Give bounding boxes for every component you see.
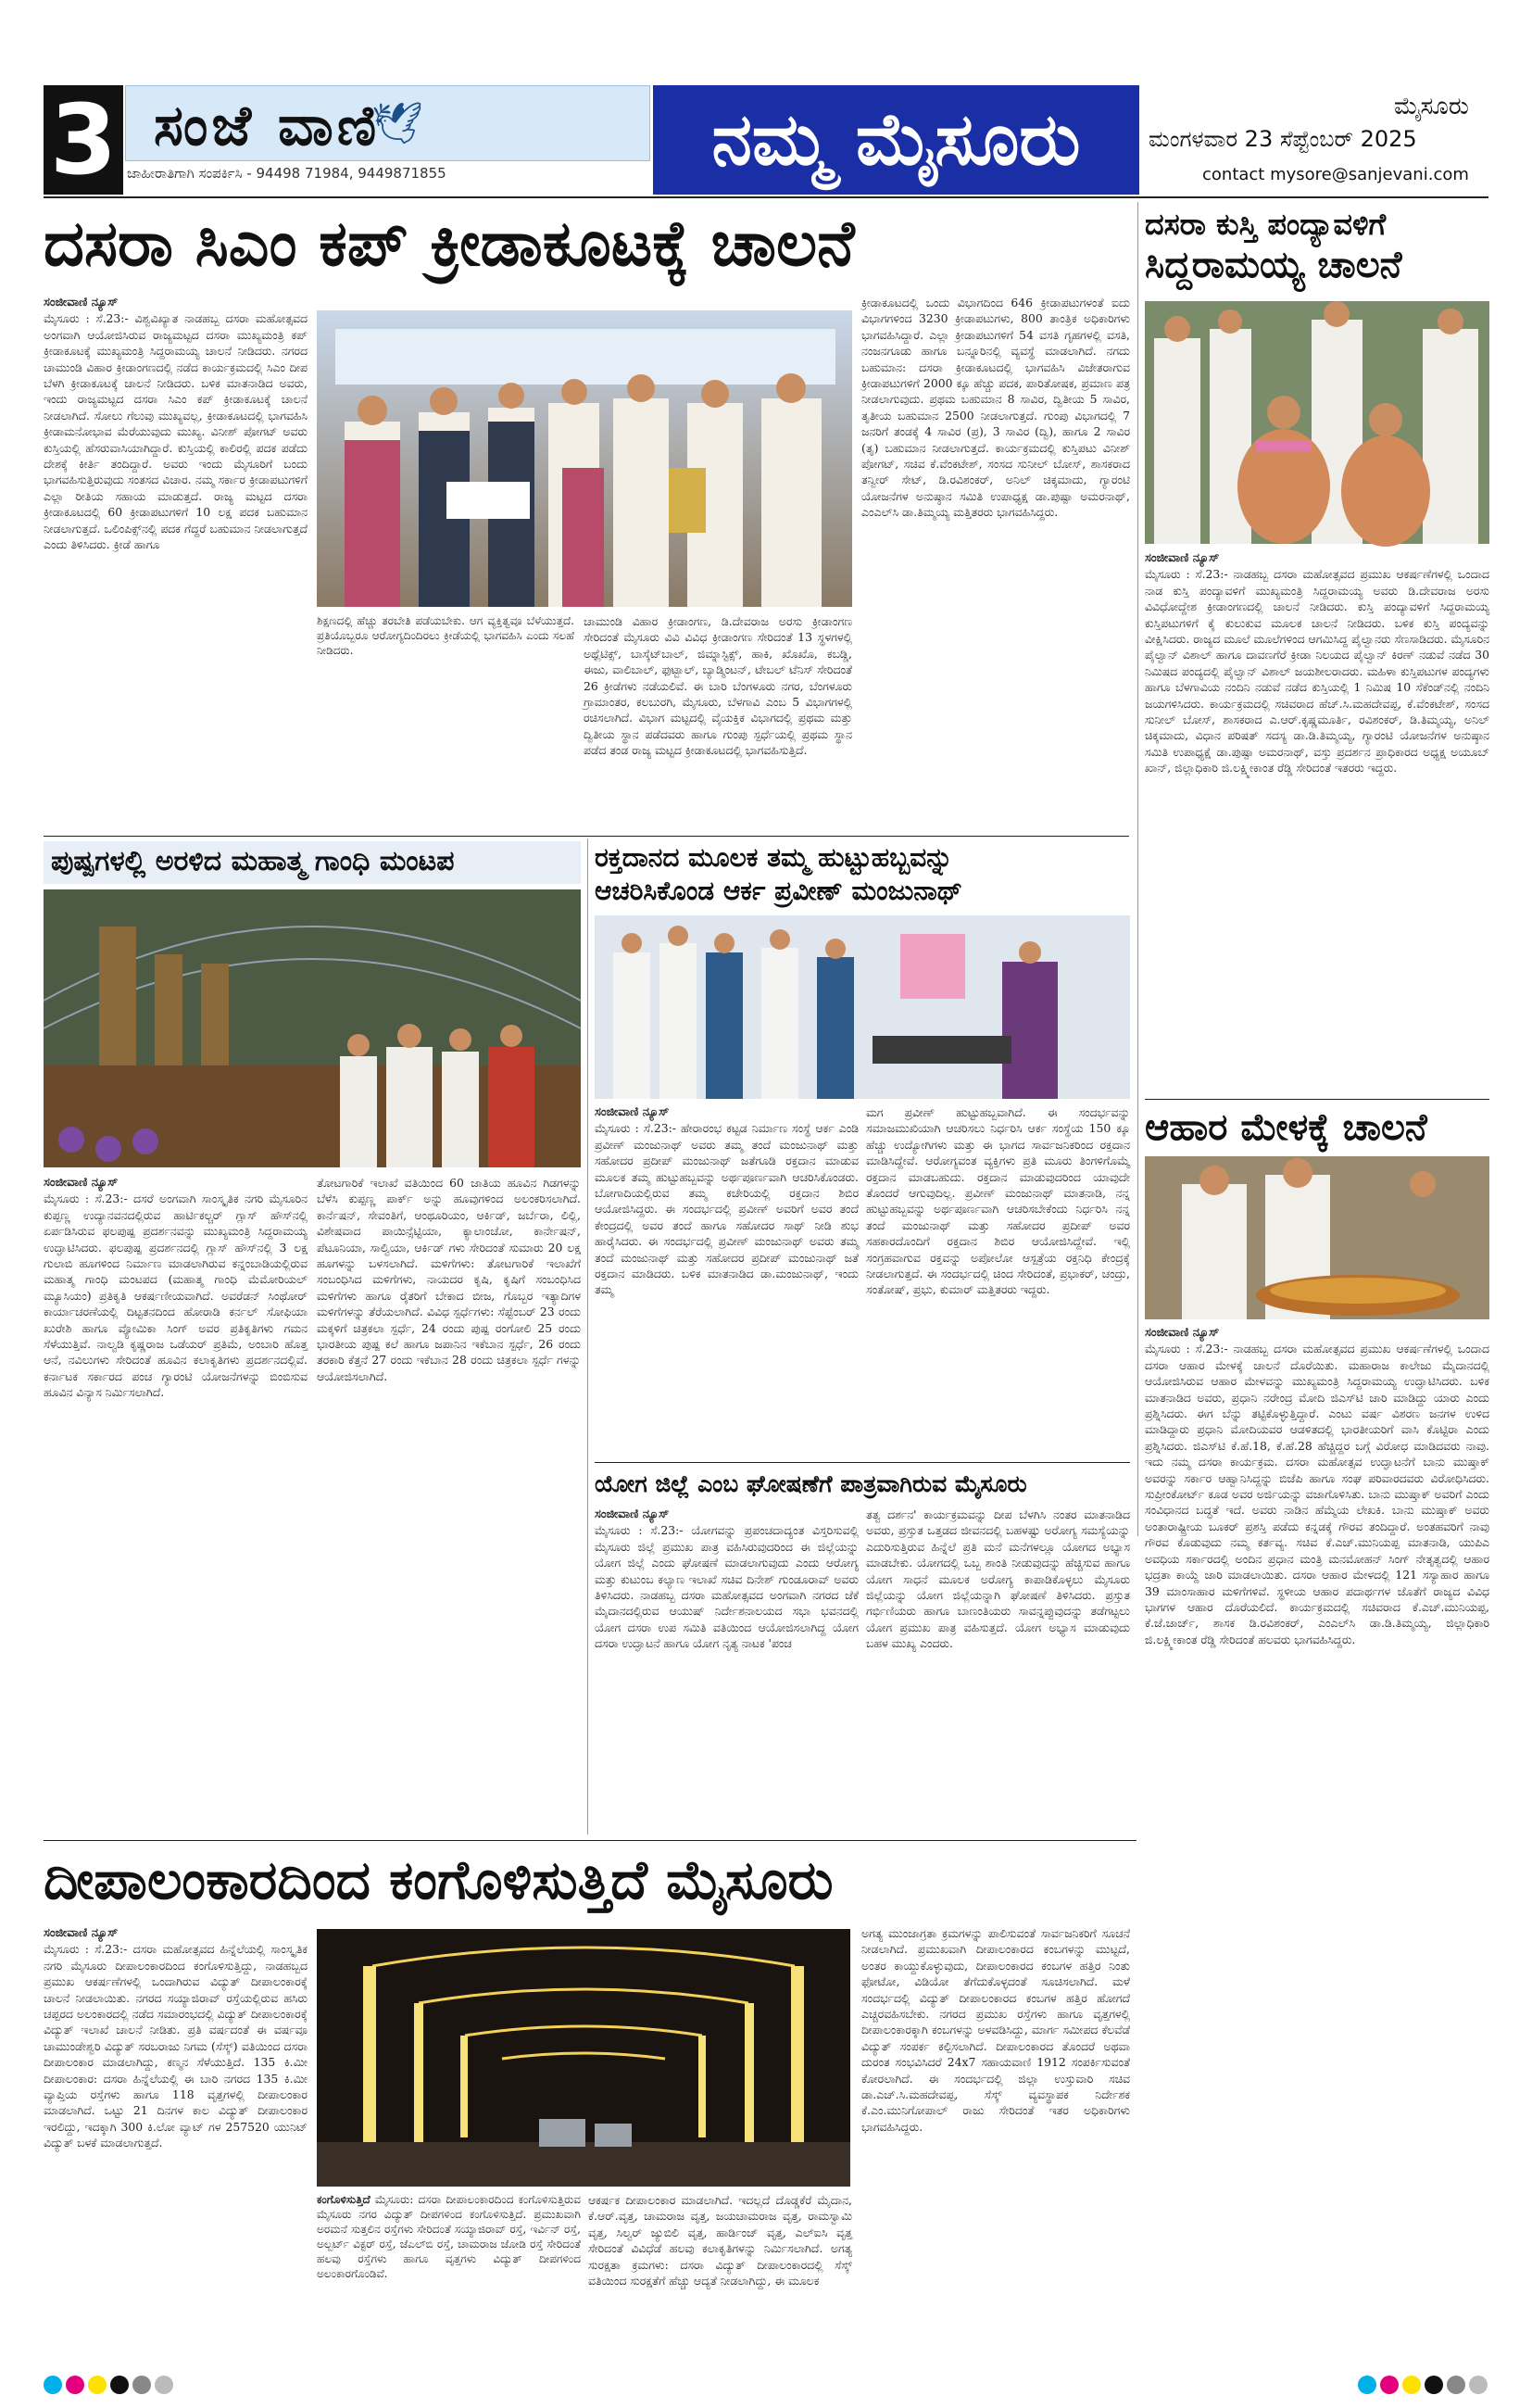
main-story-text-3: ಕ್ರೀಡಾಕೂಟದಲ್ಲಿ ಒಂದು ವಿಭಾಗದಿಂದ 646 ಕ್ರೀಡಾಪಟುಗಳಂತೆ ಐದು ವಿಭಾಗಗಳಿಂದ 3230 ಕ್ರೀಡಾಪಟುಗಳು, 800 ತಾಂತ್ರಿಕ ಅಧಿಕಾರಿಗಳು ಭಾಗವಹಿಸಿದ್ದಾರೆ. ಎಲ್ಲಾ ಕ್ರೀಡಾಪಟುಗಳಿಗೆ 54 ವಸತಿ ಗೃಹಗಳಲ್ಲಿ ವಸತಿ, ನಂಜನಗೂಡು ಹಾಗೂ ಬನ್ನೂರಿನಲ್ಲಿ ವ್ಯವಸ್ಥೆ ಮಾಡಲಾಗಿದೆ. ನಗದು ಬಹುಮಾನ: ದಸರಾ ಕ್ರೀಡಾಕೂಟದಲ್ಲಿ ಭಾಗವಹಿಸಿ ವಿಜೇತರಾಗುವ ಕ್ರೀಡಾಪಟುಗಳಿಗೆ 2000 ಕ್ಕೂ ಹೆಚ್ಚು ಪದಕ, ಪಾರಿತೋಷಕ, ಪ್ರಮಾಣ ಪತ್ರ ನೀಡಲಾಗುವುದು. ಪ್ರಥಮ ಬಹುಮಾನ 8 ಸಾವಿರ, ದ್ವಿತೀಯ 5 ಸಾವಿರ, ತೃತೀಯ ಬಹುಮಾನ 2500 ನೀಡಲಾಗುತ್ತದೆ. ಗುಂಪು ವಿಭಾಗದಲ್ಲಿ 7 ಜನರಿಗೆ ತಂಡಕ್ಕೆ 4 ಸಾವಿರ (ಪ್ರ), 3 ಸಾವಿರ (ದ್ವಿ), ಹಾಗೂ 2 ಸಾವಿರ (ತೃ) ಬಹುಮಾನ ನೀಡಲಾಗುತ್ತದೆ. ಕಾರ್ಯಕ್ರಮದಲ್ಲಿ ಕುಸ್ತಿಪಟು ವಿನೀಶ್ ಪೋಗಟ್, ಸಚಿವ ಕೆ.ವೆಂಕಟೇಶ್, ಸಂಸದ ಸುನೀಲ್ ಬೋಸ್, ಶಾಸಕರಾದ ತನ್ವೀರ್ ಸೇಟ್, ಡಿ.ರವಿಶಂಕರ್, ಅನಿಲ್ ಚಿಕ್ಕಮಾದು, ಗ್ಯಾರಂಟಿ ಯೋಜನೆಗಳ ಅನುಷ್ಠಾನ ಸಮಿತಿ ಉಪಾಧ್ಯಕ್ಷ ಡಾ.ಪುಷ್ಪಾ ಅಮರನಾಥ್, ಎಂಎಲ್‌ಸಿ ಡಾ.ತಿಮ್ಮಯ್ಯ ಮತ್ತಿತರರು ಭಾಗವಹಿಸಿದ್ದರು. bbox=[861, 296, 1130, 520]
wrestling-story bbox=[1145, 550, 1489, 1088]
lights-story-col4 bbox=[861, 1925, 1130, 2351]
food-fair-serving-photo bbox=[1145, 1156, 1489, 1319]
lights-text-1: ಮೈಸೂರು : ಸೆ.23:- ದಸರಾ ಮಹೋತ್ಸವದ ಹಿನ್ನೆಲೆಯಲ್ಲಿ ಸಾಂಸ್ಕೃತಿಕ ನಗರಿ ಮೈಸೂರು ದೀಪಾಲಂಕಾರದಿಂದ ಕಂಗೊಳಿಸುತ್ತಿದ್ದು, ನಾಡಹಬ್ಬದ ಪ್ರಮುಖ ಆಕರ್ಷಣೆಗಳಲ್ಲಿ ಒಂದಾಗಿರುವ ವಿದ್ಯುತ್ ದೀಪಾಲಂಕಾರಕ್ಕೆ ಚಾಲನೆ ನೀಡಲಾಯಿತು. ನಗರದ ಸಯ್ಯಾಜಿರಾವ್ ರಸ್ತೆಯಲ್ಲಿರುವ ಹಸಿರು ಚಪ್ಪರದ ಅಲಂಕಾರದಲ್ಲಿ ನಡೆದ ಸಮಾರಂಭದಲ್ಲಿ ವಿದ್ಯುತ್ ದೀಪಾಲಂಕಾರಕ್ಕೆ ವಿದ್ಯುತ್ ಇಲಾಖೆ ಚಾಲನೆ ನೀಡಿತು. ಪ್ರತಿ ವರ್ಷದಂತೆ ಈ ವರ್ಷವೂ ಚಾಮುಂಡೇಶ್ವರಿ ವಿದ್ಯುತ್ ಸರಬರಾಜು ನಿಗಮ (ಸೆಸ್ಕ್) ವತಿಯಿಂದ ದಸರಾ ದೀಪಾಲಂಕಾರ ಮಾಡಲಾಗಿದ್ದು, ಕಣ್ಮನ ಸೆಳೆಯುತ್ತಿದೆ. 135 ಕಿ.ಮೀ ದೀಪಾಲಂಕಾರ: ದಸರಾ ಹಿನ್ನೆಲೆಯಲ್ಲಿ ಈ ಬಾರಿ ನಗರದ 135 ಕಿ.ಮೀ ವ್ಯಾಪ್ತಿಯ ರಸ್ತೆಗಳು ಹಾಗೂ 118 ವೃತ್ತಗಳಲ್ಲಿ ದೀಪಾಲಂಕಾರ ಮಾಡಲಾಗಿದೆ. ಒಟ್ಟು 21 ದಿನಗಳ ಕಾಲ ವಿದ್ಯುತ್ ದೀಪಾಲಂಕಾರ ಇರಲಿದ್ದು, ಇದಕ್ಕಾಗಿ 300 ಕಿ.ಲೋ ವ್ಯಾಟ್ ಗಳ 257520 ಯುನಿಟ್ ವಿದ್ಯುತ್ ಬಳಕೆ ಮಾಡಲಾಗುತ್ತದೆ. bbox=[44, 1942, 308, 2150]
main-story-col1 bbox=[44, 295, 308, 832]
blood-headline bbox=[595, 841, 1132, 908]
gandhi-story-col1 bbox=[44, 1175, 308, 1833]
paper-logo: ಸಂಜೆ ವಾಣಿ bbox=[154, 94, 381, 158]
yoga-story-col1 bbox=[595, 1507, 859, 1834]
column-divider bbox=[1137, 202, 1138, 1536]
page-number: 3 bbox=[44, 85, 123, 195]
main-story-col2 bbox=[584, 613, 852, 832]
divider bbox=[1145, 1099, 1489, 1100]
yoga-headline: ಯೋಗ ಜಿಲ್ಲೆ ಎಂಬ ಘೋಷಣೆಗೆ ಪಾತ್ರವಾಗಿರುವ ಮೈಸೂರು bbox=[595, 1470, 1027, 1497]
blood-headline-1: ರಕ್ತದಾನದ ಮೂಲಕ ತಮ್ಮ ಹುಟ್ಟುಹಬ್ಬವನ್ನು bbox=[595, 842, 953, 873]
edition-date: ಮಂಗಳವಾರ 23 ಸೆಪ್ಟೆಂಬರ್ 2025 bbox=[1149, 126, 1417, 152]
wrestling-text: ಮೈಸೂರು : ಸೆ.23:- ನಾಡಹಬ್ಬ ದಸರಾ ಮಹೋತ್ಸವದ ಪ್ರಮುಖ ಆಕರ್ಷಣೆಗಳಲ್ಲಿ ಒಂದಾದ ನಾಡ ಕುಸ್ತಿ ಪಂದ್ಯಾವಳಿಗೆ ಮುಖ್ಯಮಂತ್ರಿ ಸಿದ್ದರಾಮಯ್ಯ ಅವರು ಡಿ.ದೇವರಾಜ ಅರಸು ವಿವಿಧೋದ್ದೇಶ ಕ್ರೀಡಾಂಗಣದಲ್ಲಿ ಚಾಲನೆ ನೀಡಿದರು. ಕುಸ್ತಿ ಪಂದ್ಯಾವಳಿಗೆ ಸಿದ್ದರಾಮಯ್ಯ ಕುಸ್ತಿಪಟುಗಳಿಗೆ ಕೈ ಕುಲುಕುವ ಮೂಲಕ ಚಾಲನೆ ನೀಡಿದರು. ಬಳಿಕ ಕುಸ್ತಿ ಪಂದ್ಯವನ್ನು ವೀಕ್ಷಿಸಿದರು. ರಾಜ್ಯದ ಮೂಲೆ ಮೂಲೆಗಳಿಂದ ಆಗಮಿಸಿದ್ದ ಪೈಲ್ವಾನರು ಸೆಣಸಾಡಿದರು. ಮೈಸೂರಿನ ಪೈಲ್ವಾನ್ ವಿಶಾಲ್ ಹಾಗೂ ದಾವಣಗೆರೆ ಕ್ರೀಡಾ ನಿಲಯದ ಪೈಲ್ವಾನ್ ಕಿರಣ್ ನಡುವೆ ನಡೆದ 30 ನಿಮಿಷದ ಪಂದ್ಯದಲ್ಲಿ ಪೈಲ್ವಾನ್ ವಿಶಾಲ್ ಜಯಶೀಲರಾದರು. ಮಹಿಳಾ ಕುಸ್ತಿಪಟುಗಳ ಪಂದ್ಯಗಳು ಹಾಗೂ ಬೆಳಗಾವಿಯ ನಂದಿನಿ ನಡುವೆ ನಡೆದ ಕುಸ್ತಿಯಲ್ಲಿ 1 ನಿಮಿಷ 10 ಸೆಕೆಂಡ್‌ನಲ್ಲಿ ನಂದಿನಿ ಜಯಗಳಿಸಿದರು. ಕಾರ್ಯಕ್ರಮದಲ್ಲಿ ಸಚಿವರಾದ ಹೆಚ್.ಸಿ.ಮಹದೇವಪ್ಪ, ಕೆ.ವೆಂಕಟೇಶ್, ಸಂಸದ ಸುನೀಲ್ ಬೋಸ್, ಶಾಸಕರಾದ ಎ.ಆರ್.ಕೃಷ್ಣಮೂರ್ತಿ, ರವಿಶಂಕರ್, ಡಿ.ತಿಮ್ಮಯ್ಯ, ಅನಿಲ್ ಚಿಕ್ಕಮಾದು, ವಿಧಾನ ಪರಿಷತ್ ಸದಸ್ಯ ಡಾ.ಡಿ.ತಿಮ್ಮಯ್ಯ, ಗ್ಯಾರಂಟಿ ಯೋಜನೆಗಳ ಅನುಷ್ಠಾನ ಸಮಿತಿ ಉಪಾಧ್ಯಕ್ಷೆ ಡಾ.ಪುಷ್ಪಾ ಅಮರನಾಥ್, ವಸ್ತು ಪ್ರದರ್ಶನ ಪ್ರಾಧಿಕಾರದ ಅಧ್ಯಕ್ಷ ಅಯೂಬ್ ಖಾನ್, ಜಿಲ್ಲಾಧಿಕಾರಿ ಜಿ.ಲಕ್ಷ್ಮೀಕಾಂತ ರೆಡ್ಡಿ ಸೇರಿದಂತೆ ಇತರರು ಇದ್ದರು. bbox=[1145, 567, 1489, 775]
wrestling-headline-2: ಸಿದ್ದರಾಮಯ್ಯ ಚಾಲನೆ bbox=[1145, 244, 1402, 286]
lights-text-3: ಆಕರ್ಷಕ ದೀಪಾಲಂಕಾರ ಮಾಡಲಾಗಿದೆ. ಇದಲ್ಲದೆ ದೊಡ್ಡಕೆರೆ ಮೈದಾನ, ಕೆ.ಆರ್.ವೃತ್ತ, ಚಾಮರಾಜ ವೃತ್ತ, ಜಯಚಾಮರಾಜ ವೃತ್ತ, ರಾಮಸ್ವಾಮಿ ವೃತ್ತ, ಸಿಲ್ವರ್ ಜ್ಯುಬಿಲಿ ವೃತ್ತ, ಹಾರ್ಡಿಂಜ್ ವೃತ್ತ, ಎಲ್‌ಐಸಿ ವೃತ್ತ ಸೇರಿದಂತೆ ವಿವಿಧೆಡೆ ಹಲವು ಕಲಾಕೃತಿಗಳನ್ನು ನಿರ್ಮಿಸಲಾಗಿದೆ. ಅಗತ್ಯ ಸುರಕ್ಷತಾ ಕ್ರಮಗಳು: ದಸರಾ ವಿದ್ಯುತ್ ದೀಪಾಲಂಕಾರದಲ್ಲಿ ಸೆಸ್ಕ್ ವತಿಯಿಂದ ಸುರಕ್ಷತೆಗೆ ಹೆಚ್ಚು ಆದ್ಯತೆ ನೀಡಲಾಗಿದ್ದು, ಈ ಮೂಲಕ bbox=[588, 2193, 852, 2288]
dove-icon: 🕊 bbox=[371, 100, 423, 147]
main-story-text-1: ಮೈಸೂರು : ಸೆ.23:- ವಿಶ್ವವಿಖ್ಯಾತ ನಾಡಹಬ್ಬ ದಸರಾ ಮಹೋತ್ಸವದ ಅಂಗವಾಗಿ ಆಯೋಜಿಸಿರುವ ರಾಜ್ಯಮಟ್ಟದ ದಸರಾ ಮುಖ್ಯಮಂತ್ರಿ ಕಪ್ ಕ್ರೀಡಾಕೂಟಕ್ಕೆ ಮುಖ್ಯಮಂತ್ರಿ ಸಿದ್ದರಾಮಯ್ಯ ಚಾಲನೆ ನೀಡಿದರು. ನಗರದ ಚಾಮುಂಡಿ ವಿಹಾರ ಕ್ರೀಡಾಂಗಣದಲ್ಲಿ ನಡೆದ ಕಾರ್ಯಕ್ರಮದಲ್ಲಿ ಸಿಎಂ ದೀಪ ಬೆಳಗಿ ಕ್ರೀಡಾಕೂಟಕ್ಕೆ ಚಾಲನೆ ನೀಡಿದರು. ಬಳಿಕ ಮಾತನಾಡಿದ ಅವರು, ಇಂದು ರಾಜ್ಯಮಟ್ಟದ ದಸರಾ ಸಿಎಂ ಕಪ್ ಕ್ರೀಡಾಕೂಟಕ್ಕೆ ಚಾಲನೆ ನೀಡಲಾಗಿದೆ. ಸೋಲು ಗೆಲುವು ಮುಖ್ಯವಲ್ಲ, ಕ್ರೀಡಾಕೂಟದಲ್ಲಿ ಭಾಗವಹಿಸಿ ಕ್ರೀಡಾಮನೋಭಾವ ಮೆರೆಯುವುದು ಮುಖ್ಯ. ವಿನೀಶ್ ಪೋಗಟ್ ಅವರು ಕುಸ್ತಿಯಲ್ಲಿ ಹೆಸರುವಾಸಿಯಾಗಿದ್ದಾರೆ. ಕುಸ್ತಿಯಲ್ಲಿ ಕಾಲಿರಲ್ಲಿ ಪದಕ ಪಡೆದು ದೇಶಕ್ಕೆ ಕೀರ್ತಿ ತಂದಿದ್ದಾರೆ. ಅವರು ಇಂದು ಮೈಸೂರಿಗೆ ಬಂದು ಭಾಗವಹಿಸುತ್ತಿರುವುದು ಸಂತಸದ ವಿಚಾರ. ನಮ್ಮ ಸರ್ಕಾರ ಕ್ರೀಡಾಪಟುಗಳಿಗೆ ಎಲ್ಲಾ ರೀತಿಯ ಸಹಾಯ ಮಾಡುತ್ತದೆ. ರಾಜ್ಯ ಮಟ್ಟದ ದಸರಾ ಕ್ರೀಡಾಕೂಟದಲ್ಲಿ 60 ಕ್ರೀಡಾಪಟುಗಳಿಗೆ 10 ಲಕ್ಷ ಪದಕ ಬಹುಮಾನ ನೀಡಲಾಗುತ್ತದೆ. ಒಲಿಂಪಿಕ್ಸ್‌ನಲ್ಲಿ ಪದಕ ಗೆದ್ದರೆ ಬಹುಮಾನ ನೀಡಲಾಗುತ್ತದೆ ಎಂದು ತಿಳಿಸಿದರು. ಕ್ರೀಡೆ ಹಾಗೂ bbox=[44, 311, 308, 552]
blood-text-1: ಮೈಸೂರು : ಸೆ.23:- ಹೇರಾರಂಭ ಕಟ್ಟಡ ನಿರ್ಮಾಣ ಸಂಸ್ಥೆ ಆರ್ಕ ಎಂಡಿ ಪ್ರವೀಣ್ ಮಂಜುನಾಥ್ ಅವರು ತಮ್ಮ ತಂದೆ ಮಂಜುನಾಥ್ ಮತ್ತು ಸಹೋದರ ಪ್ರದೀಪ್ ಮಂಜುನಾಥ್ ಜತೆಗೂಡಿ ರಕ್ತದಾನ ಮಾಡುವ ಮೂಲಕ ತಮ್ಮ ಹುಟ್ಟುಹಬ್ಬವನ್ನು ಅರ್ಥಪೂರ್ಣವಾಗಿ ಆಚರಿಸಿಕೊಂಡರು. ಬೋಗಾದಿಯಲ್ಲಿರುವ ತಮ್ಮ ಕಚೇರಿಯಲ್ಲಿ ರಕ್ತದಾನ ಶಿಬಿರ ಆಯೋಜಿಸಿದ್ದರು. ಈ ಸಂದರ್ಭದಲ್ಲಿ ಪ್ರವೀಣ್ ಅವರಿಗೆ ಅವರ ತಂದೆ ಕೇಂದ್ರದಲ್ಲಿ ಅವರ ತಂದೆ ಹಾಗೂ ಸಹೋದರ ಸಾಥ್ ನೀಡಿ ಶುಭ ಹಾರೈಸಿದರು. ಈ ಸಂದರ್ಭದಲ್ಲಿ ಪ್ರವೀಣ್ ಮಂಜುನಾಥ್ ಅವರು ತಮ್ಮ ತಂದೆ ಮಂಜುನಾಥ್ ಮತ್ತು ಸಹೋದರ ಪ್ರದೀಪ್ ಮಂಜುನಾಥ್ ಜತೆ ರಕ್ತದಾನ ಮಾಡಿದರು. ಬಳಿಕ ಮಾತನಾಡಿದ ಡಾ.ಮಂಜುನಾಥ್, ಇಂದು ತಮ್ಮ bbox=[595, 1121, 859, 1297]
wrestling-crowd-photo bbox=[1145, 301, 1489, 544]
main-photo-caption: ಶಿಕ್ಷಣದಲ್ಲಿ ಹೆಚ್ಚು ತರಬೇತಿ ಪಡೆಯಬೇಕು. ಆಗ ವ್ಯಕ್ತಿತ್ವವೂ ಬೆಳೆಯುತ್ತದೆ. ಪ್ರತಿಯೊಬ್ಬರೂ ಆರೋಗ್ಯದಿಂದಿರಲು ಕ್ರೀಡೆಯಲ್ಲಿ ಭಾಗವಹಿಸಿ ಎಂದು ಸಲಹೆ ನೀಡಿದರು. bbox=[317, 614, 574, 657]
blood-headline-2: ಆಚರಿಸಿಕೊಂಡ ಆರ್ಕ ಪ್ರವೀಣ್ ಮಂಜುನಾಥ್ bbox=[595, 876, 962, 906]
lights-photo bbox=[317, 1929, 850, 2187]
food-fair-story bbox=[1145, 1325, 1489, 2390]
byline: ಸಂಜೀವಾಣಿ ನ್ಯೂಸ್ bbox=[595, 1105, 670, 1119]
masthead bbox=[125, 85, 650, 161]
lights-photo-caption bbox=[317, 2192, 581, 2280]
gandhi-headline: ಪುಷ್ಪಗಳಲ್ಲಿ ಅರಳಿದ ಮಹಾತ್ಮ ಗಾಂಧಿ ಮಂಟಪ bbox=[44, 841, 581, 884]
blood-story-col2 bbox=[866, 1104, 1130, 1456]
blood-donation-camp-photo bbox=[595, 915, 1130, 1099]
wrestling-photo bbox=[1145, 301, 1489, 544]
food-fair-photo bbox=[1145, 1156, 1489, 1319]
blood-text-2: ಮಗ ಪ್ರವೀಣ್ ಹುಟ್ಟುಹಬ್ಬವಾಗಿದೆ. ಈ ಸಂದರ್ಭವನ್ನು ಸಮಾಜಮುಖಿಯಾಗಿ ಆಚರಿಸಲು ನಿರ್ಧರಿಸಿ ಆರ್ಕ ಸಂಸ್ಥೆಯ 150 ಕ್ಕೂ ಹೆಚ್ಚು ಉದ್ಯೋಗಿಗಳು ಮತ್ತು ಈ ಭಾಗದ ಸಾರ್ವಜನಿಕರಿಂದ ರಕ್ತದಾನ ಮಾಡಿಸಿದ್ದೇವೆ. ಆರೋಗ್ಯವಂತ ವ್ಯಕ್ತಿಗಳು ಪ್ರತಿ ಮೂರು ತಿಂಗಳಿಗೊಮ್ಮೆ ರಕ್ತದಾನ ಮಾಡಬಹುದು. ರಕ್ತದಾನ ಮಾಡುವುದರಿಂದ ಯಾವುದೇ ತೊಂದರೆ ಆಗುವುದಿಲ್ಲ. ಪ್ರವೀಣ್ ಮಂಜುನಾಥ್ ಮಾತನಾಡಿ, ನನ್ನ ಹುಟ್ಟುಹಬ್ಬವನ್ನು ಅರ್ಥಪೂರ್ಣವಾಗಿ ಆಚರಿಸಬೇಕೆಂದು ನಿರ್ಧರಿಸಿ ನನ್ನ ತಂದೆ ಮಂಜುನಾಥ್ ಮತ್ತು ಸಹೋದರ ಪ್ರದೀಪ್ ಅವರ ಸಹಕಾರದೊಂದಿಗೆ ರಕ್ತದಾನ ಶಿಬಿರ ಆಯೋಜಿಸಿದ್ದೇವೆ. ಇಲ್ಲಿ ಸಂಗ್ರಹವಾಗುವ ರಕ್ತವನ್ನು ಅಪೋಲೋ ಆಸ್ಪತ್ರೆಯ ರಕ್ತನಿಧಿ ಕೇಂದ್ರಕ್ಕೆ ನೀಡಲಾಗುತ್ತದೆ. ಈ ಸಂದರ್ಭದಲ್ಲಿ ಚಿಂದ ಸೇರಿದಂತೆ, ಪ್ರಭಾಕರ್, ಚಂದ್ರು, ಸಂತೋಷ್, ಪ್ರಭು, ಕುಮಾರ್ ಮತ್ತಿತರರು ಇದ್ದರು. bbox=[866, 1105, 1130, 1297]
registration-marks-left bbox=[44, 2376, 177, 2398]
ad-contact-tagline: ಜಾಹೀರಾತಿಗಾಗಿ ಸಂಪರ್ಕಿಸಿ - 94498 71984, 9449871855 bbox=[127, 165, 446, 182]
blood-story-col1 bbox=[595, 1104, 859, 1456]
byline: ಸಂಜೀವಾಣಿ ನ್ಯೂಸ್ bbox=[44, 1926, 119, 1940]
column-divider bbox=[587, 838, 588, 1834]
caption-text: ಮೈಸೂರು: ದಸರಾ ದೀಪಾಲಂಕಾರದಿಂದ ಕಂಗೊಳಿಸುತ್ತಿರುವ ಮೈಸೂರು ನಗರ ವಿದ್ಯುತ್ ದೀಪಗಳಿಂದ ಕಂಗೊಳಿಸುತ್ತಿದೆ. ಪ್ರಮುಖವಾಗಿ ಅರಮನೆ ಸುತ್ತಲಿನ ರಸ್ತೆಗಳು ಸೇರಿದಂತೆ ಸಯ್ಯಾಜಿರಾವ್ ರಸ್ತೆ, ಇರ್ವಿನ್ ರಸ್ತೆ, ಅಲ್ಬರ್ಟ್ ವಿಕ್ಟರ್ ರಸ್ತೆ, ಜೆಎಲ್‌ಬಿ ರಸ್ತೆ, ಚಾಮರಾಜ ಜೋಡಿ ರಸ್ತೆ ಸೇರಿದಂತೆ ಹಲವು ರಸ್ತೆಗಳು ಹಾಗೂ ವೃತ್ತಗಳು ವಿದ್ಯುತ್ ದೀಪಗಳಿಂದ ಅಲಂಕಾರಗೊಂಡಿವೆ. bbox=[317, 2193, 581, 2280]
lights-story-col3 bbox=[588, 2192, 852, 2351]
edition-city: ಮೈಸೂರು bbox=[1394, 93, 1469, 120]
gandhi-mantap-flower-photo bbox=[44, 889, 581, 1167]
main-story-photo bbox=[317, 310, 852, 607]
lights-story-col1 bbox=[44, 1925, 308, 2351]
byline: ಸಂಜೀವಾಣಿ ನ್ಯೂಸ್ bbox=[1145, 551, 1220, 565]
divider bbox=[44, 836, 1129, 837]
lights-text-4: ಅಗತ್ಯ ಮುಂಜಾಗ್ರತಾ ಕ್ರಮಗಳನ್ನು ಪಾಲಿಸುವಂತೆ ಸಾರ್ವಜನಿಕರಿಗೆ ಸೂಚನೆ ನೀಡಲಾಗಿದೆ. ಪ್ರಮುಖವಾಗಿ ದೀಪಾಲಂಕಾರದ ಕಂಬಗಳನ್ನು ಮುಟ್ಟದೆ, ಅಂತರ ಕಾಯ್ದುಕೊಳ್ಳುವುದು, ದೀಪಾಲಂಕಾರದ ಕಂಬಗಳ ಹತ್ತಿರ ನಿಂತು ಫೋಟೋ, ವಿಡಿಯೋ ತೆಗೆದುಕೊಳ್ಳದಂತೆ ಸೂಚಿಸಲಾಗಿದೆ. ಮಳೆ ಸಂದರ್ಭದಲ್ಲಿ ವಿದ್ಯುತ್ ದೀಪಾಲಂಕಾರದ ಕಂಬಗಳ ಹತ್ತಿರ ಹೋಗದೆ ಎಚ್ಚರವಹಿಸಬೇಕು. ನಗರದ ಪ್ರಮುಖ ರಸ್ತೆಗಳು ಹಾಗೂ ವೃತ್ತಗಳಲ್ಲಿ ದೀಪಾಲಂಕಾರಕ್ಕಾಗಿ ಕಂಬಗಳನ್ನು ಅಳವಡಿಸಿದ್ದು, ಮಾರ್ಗ ಸಮೀಪದ ಕೆಲವೆಡೆ ವಿದ್ಯುತ್ ಸಂಪರ್ಕ ಕಲ್ಪಿಸಲಾಗಿದೆ. ದೀಪಾಲಂಕಾರದ ತೊಂದರೆ ಅಥವಾ ದುರಂತ ಸಂಭವಿಸಿದರೆ 24x7 ಸಹಾಯವಾಣಿ 1912 ಸಂಪರ್ಕಿಸುವಂತೆ ಕೋರಲಾಗಿದೆ. ಈ ಸಂದರ್ಭದಲ್ಲಿ ಜಿಲ್ಲಾ ಉಸ್ತುವಾರಿ ಸಚಿವ ಡಾ.ಎಚ್.ಸಿ.ಮಹದೇವಪ್ಪ, ಸೆಸ್ಕ್ ವ್ಯವಸ್ಥಾಪಕ ನಿರ್ದೇಶಕ ಕೆ.ಎಂ.ಮುನಿಗೋಪಾಲ್ ರಾಜು ಸೇರಿದಂತೆ ಇತರ ಅಧಿಕಾರಿಗಳು ಭಾಗವಹಿಸಿದ್ದರು. bbox=[861, 1926, 1130, 2134]
byline: ಸಂಜೀವಾಣಿ ನ್ಯೂಸ್ bbox=[44, 1176, 119, 1190]
food-fair-headline: ಆಹಾರ ಮೇಳಕ್ಕೆ ಚಾಲನೆ bbox=[1145, 1106, 1427, 1149]
yoga-text-2: ತತ್ವ ದರ್ಶನ' ಕಾರ್ಯಕ್ರಮವನ್ನು ದೀಪ ಬೆಳಗಿಸಿ ನಂತರ ಮಾತನಾಡಿದ ಅವರು, ಪ್ರಸ್ತುತ ಒತ್ತಡದ ಜೀವನದಲ್ಲಿ ಬಹಳಷ್ಟು ಅರೋಗ್ಯ ಸಮಸ್ಯೆಯನ್ನು ಎದುರಿಸುತ್ತಿರುವ ಹಿನ್ನೆಲೆ ಪ್ರತಿ ಮನೆ ಮನೆಗಳಲ್ಲೂ ಯೋಗದ ಅಭ್ಯಾಸ ಮಾಡಬೇಕು. ಯೋಗದಲ್ಲಿ ಒಬ್ಬ ಶಾಂತಿ ನೀಡುವುದನ್ನು ಹೆಚ್ಚಿಸುವ ಹಾಗೂ ಯೋಗ ಸಾಧನೆ ಮೂಲಕ ಅರೋಗ್ಯ ಕಾಪಾಡಿಕೊಳ್ಳಲು ಮೈಸೂರು ಜಿಲ್ಲೆಯನ್ನು ಯೋಗ ಜಿಲ್ಲೆಯನ್ನಾಗಿ ಘೋಷಣೆ ತಿಳಿಸಿದರು. ಪ್ರಸ್ತುತ ಗರ್ಭಿಣಿಯರು ಹಾಗೂ ಬಾಣಂತಿಯರು ಸಾವನ್ನಪ್ಪುವುದನ್ನು ತಡೆಗಟ್ಟಲು ಯೋಗ ಪ್ರಮುಖ ಪಾತ್ರ ವಹಿಸುತ್ತದೆ. ಯೋಗ ಅಭ್ಯಾಸ ಮಾಡುವುದು ಬಹಳ ಮುಖ್ಯ ಎಂದರು. bbox=[866, 1507, 1130, 1651]
contact-email[interactable]: contact mysore@sanjevani.com bbox=[1202, 165, 1469, 184]
cm-cup-ceremony-photo bbox=[317, 310, 852, 607]
main-story-col3 bbox=[861, 295, 1130, 832]
wrestling-headline bbox=[1145, 206, 1489, 287]
illuminated-street-photo bbox=[317, 1929, 850, 2187]
byline: ಸಂಜೀವಾಣಿ ನ್ಯೂಸ್ bbox=[44, 296, 119, 309]
wrestling-headline-1: ದಸರಾ ಕುಸ್ತಿ ಪಂದ್ಯಾವಳಿಗೆ bbox=[1145, 207, 1387, 242]
gandhi-text-1: ಮೈಸೂರು : ಸೆ.23:- ದಸರೆ ಅಂಗವಾಗಿ ಸಾಂಸ್ಕೃತಿಕ ನಗರಿ ಮೈಸೂರಿನ ಕುಪ್ಪಣ್ಣ ಉದ್ಯಾನವನದಲ್ಲಿರುವ ಹಾರ್ಟಿಕಲ್ಚರ್ ಗ್ಲಾಸ್ ಹೌಸ್‌ನಲ್ಲಿ ಏರ್ಪಡಿಸಿರುವ ಫಲಪುಷ್ಪ ಪ್ರದರ್ಶನವನ್ನು ಮುಖ್ಯಮಂತ್ರಿ ಸಿದ್ದರಾಮಯ್ಯ ಉದ್ಘಾಟಿಸಿದರು. ಫಲಪುಷ್ಪ ಪ್ರದರ್ಶನದಲ್ಲಿ ಗ್ಲಾಸ್ ಹೌಸ್‌ನಲ್ಲಿ 3 ಲಕ್ಷ ಗುಲಾಬಿ ಹೂಗಳಿಂದ ನಿರ್ಮಾಣ ಮಾಡಲಾಗಿರುವ ಕನ್ನಂಬಾಡಿಯಲ್ಲಿರುವ ಮಹಾತ್ಮ ಗಾಂಧಿ ಮಂಟಪದ (ಮಹಾತ್ಮ ಗಾಂಧಿ ಮೆಮೋರಿಯಲ್ ಮ್ಯೂಸಿಯಂ) ಪ್ರತಿಕೃತಿ ಆಕರ್ಷಣೀಯವಾಗಿದೆ. ಅವರೆಡನ್ ಸಿಂಥೋರ್ ಕಾರ್ಯಾಚರಣೆಯಲ್ಲಿ ದಿಟ್ಟತನದಿಂದ ಹೋರಾಡಿ ಕರ್ನಲ್ ಸೋಫಿಯಾ ಖುರೇಶಿ ಹಾಗೂ ವ್ಯೋಮಿಕಾ ಸಿಂಗ್ ಅವರ ಪ್ರತಿಕೃತಿಗಳು ಗಮನ ಸೆಳೆಯುತ್ತಿವೆ. ನಾಲ್ವಡಿ ಕೃಷ್ಣರಾಜ ಒಡೆಯರ್ ಪ್ರತಿಮೆ, ಅಂಬಾರಿ ಹೊತ್ತ ಆನೆ, ನವಿಲುಗಳು ಸೇರಿದಂತೆ ಹೂವಿನ ಕಲಾಕೃತಿಗಳು ಪ್ರದರ್ಶನದಲ್ಲಿವೆ. ಕರ್ನಾಟಕ ಸರ್ಕಾರದ ಪಂಚ ಗ್ಯಾರಂಟಿ ಯೋಜನೆಗಳನ್ನು ಬಿಂಬಿಸುವ ಹೂವಿನ ವಿನ್ಯಾಸ ನಿರ್ಮಿಸಲಾಗಿದೆ. bbox=[44, 1191, 308, 1400]
byline: ಸಂಜೀವಾಣಿ ನ್ಯೂಸ್ bbox=[595, 1507, 670, 1521]
caption-title: ಕಂಗೊಳಿಸುತ್ತಿದೆ bbox=[317, 2193, 370, 2206]
main-headline: ದಸರಾ ಸಿಎಂ ಕಪ್ ಕ್ರೀಡಾಕೂಟಕ್ಕೆ ಚಾಲನೆ bbox=[44, 208, 855, 281]
divider bbox=[44, 1840, 1136, 1841]
header-rule bbox=[44, 196, 1488, 198]
divider bbox=[595, 1462, 1130, 1463]
byline: ಸಂಜೀವಾಣಿ ನ್ಯೂಸ್ bbox=[1145, 1326, 1220, 1340]
gandhi-text-2: ತೋಟಗಾರಿಕೆ ಇಲಾಖೆ ವತಿಯಿಂದ 60 ಜಾತಿಯ ಹೂವಿನ ಗಿಡಗಳನ್ನು ಬೆಳೆಸಿ ಕುಪ್ಪಣ್ಣ ಪಾರ್ಕ್ ಅನ್ನು ಹೂವುಗಳಿಂದ ಅಲಂಕರಿಸಲಾಗಿದೆ. ಕಾರ್ನೆಷನ್, ಸೇವಂತಿಗೆ, ಆಂಥೂರಿಯಂ, ಆರ್ಕಿಡ್, ಜರ್ಬೆರಾ, ಲಿಲ್ಲಿ, ವಿಶೇಷವಾದ ಪಾಯಿನ್ಸೆಟ್ಟಿಯಾ, ಕ್ಯಾಲಾಂಚೋ, ಕಾರ್ನೇಷನ್, ಪೆಟೂನಿಯಾ, ಸಾಲ್ವಿಯಾ, ಆರ್ಕಿಡ್ ಗಳು ಸೇರಿದಂತೆ ಸುಮಾರು 20 ಲಕ್ಷ ಹೂಗಳನ್ನು ಬಳಸಲಾಗಿದೆ. ಮಳಿಗೆಗಳು: ತೋಟಗಾರಿಕೆ ಇಲಾಖೆಗೆ ಸಂಬಂಧಿಸಿದ ಮಳಿಗೆಗಳು, ನಾಯದರ ಕೃಷಿ, ಕೃಷಿಗೆ ಸಂಬಂಧಿಸಿದ ಮಳಿಗೆಗಳು ಹಾಗೂ ರೈತರಿಗೆ ಬೇಕಾದ ಬೀಜ, ಗೊಬ್ಬರ ಇತ್ಯಾದಿಗಳ ಮಳಿಗೆಗಳನ್ನು ತೆರೆಯಲಾಗಿದೆ. ವಿವಿಧ ಸ್ಪರ್ಧೆಗಳು: ಸೆಪ್ಟೆಂಬರ್ 23 ರಂದು ಮಕ್ಕಳಿಗೆ ಚಿತ್ರಕಲಾ ಸ್ಪರ್ಧೆ, 24 ರಂದು ಪುಷ್ಪ ರಂಗೋಲಿ 25 ರಂದು ಭಾರತೀಯ ಪುಷ್ಪ ಕಲೆ ಹಾಗೂ ಜಪಾನಿನ ಇಕೆಬಾನ ಸ್ಪರ್ಧೆ, 26 ರಂದು ತರಕಾರಿ ಕೆತ್ತನೆ 27 ರಂದು ಇಕೆಬಾನ 28 ರಂದು ಚಿತ್ರಕಲಾ ಸ್ಪರ್ಧೆ ಗಳನ್ನು ಆಯೋಜಿಸಲಾಗಿದೆ. bbox=[317, 1176, 581, 1383]
lights-headline: ದೀಪಾಲಂಕಾರದಿಂದ ಕಂಗೊಳಿಸುತ್ತಿದೆ ಮೈಸೂರು bbox=[44, 1848, 834, 1911]
food-fair-text: ಮೈಸೂರು : ಸೆ.23:- ನಾಡಹಬ್ಬ ದಸರಾ ಮಹೋತ್ಸವದ ಪ್ರಮುಖ ಆಕರ್ಷಣೆಗಳಲ್ಲಿ ಒಂದಾದ ದಸರಾ ಆಹಾರ ಮೇಳಕ್ಕೆ ಚಾಲನೆ ದೊರೆಯಿತು. ಮಹಾರಾಜ ಕಾಲೇಜು ಮೈದಾನದಲ್ಲಿ ಆಯೋಜಿಸಿರುವ ಆಹಾರ ಮೇಳವನ್ನು ಮುಖ್ಯಮಂತ್ರಿ ಸಿದ್ದರಾಮಯ್ಯ ಉದ್ಘಾಟಿಸಿದರು. ಬಳಿಕ ಮಾತನಾಡಿದ ಅವರು, ಪ್ರಧಾನಿ ನರೇಂದ್ರ ಮೋದಿ ಜಿಎಸ್‌ಟಿ ಜಾರಿ ಮಾಡಿದ್ದು ಯಾರು ಎಂದು ಪ್ರಶ್ನಿಸಿದರು. ಈಗ ಬೆನ್ನು ತಟ್ಟಿಕೊಳ್ಳುತ್ತಿದ್ದಾರೆ. ಎಂಟು ವರ್ಷ ವಿಶರಣ ಜನಗಳ ಉಳಿದ ಮಾಡಿದ್ದಾರು ಪ್ರಧಾನಿ ಮೋದಿಯವರ ಆಡಳಿತದಲ್ಲಿ ಭಾರತೀಯರಿಗೆ ವಾಸಿ ಕೊಟ್ಟಿರಾ ಎಂದು ಪ್ರಶ್ನಿಸಿದರು. ಜಿಎಸ್‌ಟಿ ಕೆ.ಹೆ.18, ಕೆ.ಹೆ.28 ಹೆಚ್ಚಿದ್ದರ ಬಗ್ಗೆ ವಿರೋಧ ಮಾಡಿದವರು ನಾವು. ಇದು ನಮ್ಮ ದಸರಾ ಕಾರ್ಯಕ್ರಮ. ದಸರಾ ಮಹೋತ್ಸವ ಉದ್ಘಾಟನೆಗೆ ಬಾನು ಮುಷ್ತಾಕ್ ಅವರನ್ನು ಸರ್ಕಾರ ಆಹ್ವಾನಿಸಿದ್ದನ್ನು ಬಿಜೆಪಿ ಹಾಗೂ ಸಂಘ ಪರಿವಾರದವರು ವಿರೋಧಿಸಿದರು. ಸುಪ್ರೀಂಕೋರ್ಟ್ ಕೂಡ ಅವರ ಅರ್ಜಿಯನ್ನು ವಜಾಗೊಳಿಸಿತು. ಬಾನು ಮುಷ್ತಾಕ್ ಅವರಿಗೆ ಎಂದು ಸಂವಿಧಾನದ ಬದ್ಧತೆ ಇದೆ. ಅವರು ನಾಡಿನ ಹೆಮ್ಮೆಯ ಲೇಖಕಿ. ಬಾನು ಮುಷ್ತಾಕ್ ಅವರು ಅಂತಾರಾಷ್ಟ್ರೀಯ ಬೂಕರ್ ಪ್ರಶಸ್ತಿ ಪಡೆದು ಕನ್ನಡಕ್ಕೆ ಗೌರವ ತಂದಿದ್ದಾರೆ. ಅಂತಹವರಿಗೆ ನಾವು ಗೌರವ ಕೊಡುವುದು ನಮ್ಮ ಕರ್ತವ್ಯ. ಸಚಿವ ಕೆ.ಎಚ್.ಮುನಿಯಪ್ಪ ಮಾತನಾಡಿ, ಯುಪಿಎ ಅವಧಿಯ ಸರ್ಕಾರದಲ್ಲಿ ಅಂದಿನ ಪ್ರಧಾನ ಮಂತ್ರಿ ಮನಮೋಹನ್ ಸಿಂಗ್ ನೇತೃತ್ವದಲ್ಲಿ ಆಹಾರ ಭದ್ರತಾ ಕಾಯ್ದೆ ಜಾರಿ ಮಾಡಲಾಯಿತು. ದಸರಾ ಆಹಾರ ಮೇಳದಲ್ಲಿ 121 ಸಸ್ಯಾಹಾರ ಹಾಗೂ 39 ಮಾಂಸಾಹಾರ ಮಳಿಗೆಗಳಿವೆ. ಸ್ಥಳೀಯ ಆಹಾರ ಪದಾರ್ಥಗಳ ಜೊತೆಗೆ ರಾಜ್ಯದ ವಿವಿಧ ಭಾಗಗಳ ಆಹಾರ ದೊರೆಯಲಿದೆ. ಕಾರ್ಯಕ್ರಮದಲ್ಲಿ ಸಚಿವರಾದ ಕೆ.ಎಚ್.ಮುನಿಯಪ್ಪ, ಕೆ.ಜೆ.ಜಾರ್ಜ್, ಶಾಸಕ ಡಿ.ರವಿಶಂಕರ್, ಎಂಎಲ್‌ಸಿ ಡಾ.ಡಿ.ತಿಮ್ಮಯ್ಯ, ಜಿಲ್ಲಾಧಿಕಾರಿ ಜಿ.ಲಕ್ಷ್ಮೀಕಾಂತ ರೆಡ್ಡಿ ಸೇರಿದಂತೆ ಹಲವರು ಭಾಗವಹಿಸಿದ್ದರು. bbox=[1145, 1342, 1489, 1646]
blood-photo bbox=[595, 915, 1130, 1099]
yoga-text-1: ಮೈಸೂರು : ಸೆ.23:- ಯೋಗವನ್ನು ಪ್ರಪಂಚದಾದ್ಯಂತ ವಿಸ್ತರಿಸುವಲ್ಲಿ ಮೈಸೂರು ಜಿಲ್ಲೆ ಪ್ರಮುಖ ಪಾತ್ರ ವಹಿಸಿರುವುದರಿಂದ ಈ ಜಿಲ್ಲೆಯನ್ನು ಯೋಗ ಜಿಲ್ಲೆ ಎಂದು ಘೋಷಣೆ ಮಾಡಲಾಗುವುದು ಎಂದು ಆರೋಗ್ಯ ಮತ್ತು ಕುಟುಂಬ ಕಲ್ಯಾಣ ಇಲಾಖೆ ಸಚಿವ ದಿನೇಶ್ ಗುಂಡೂರಾವ್ ಅವರು ತಿಳಿಸಿದರು. ನಾಡಹಬ್ಬ ದಸರಾ ಮಹೋತ್ಸವದ ಅಂಗವಾಗಿ ನಗರದ ಜೆಕೆ ಮೈದಾನದಲ್ಲಿರುವ ಆಯುಷ್ ನಿರ್ದೇಶನಾಲಯದ ಸಭಾ ಭವನದಲ್ಲಿ ಯೋಗ ದಸರಾ ಉಪ ಸಮಿತಿ ವತಿಯಿಂದ ಆಯೋಜಿಸಲಾಗಿದ್ದ ಯೋಗ ದಸರಾ ಉದ್ಘಾಟನೆ ಹಾಗೂ ಯೋಗ ನೃತ್ಯ ನಾಟಕ 'ಪಂಚ bbox=[595, 1523, 859, 1651]
main-story-text-2: ಚಾಮುಂಡಿ ವಿಹಾರ ಕ್ರೀಡಾಂಗಣ, ಡಿ.ದೇವರಾಜ ಅರಸು ಕ್ರೀಡಾಂಗಣ ಸೇರಿದಂತೆ ಮೈಸೂರು ವಿವಿ ವಿವಿಧ ಕ್ರೀಡಾಂಗಣ ಸೇರಿದಂತೆ 13 ಸ್ಥಳಗಳಲ್ಲಿ ಅಥ್ಲೆಟಿಕ್ಸ್, ಬಾಸ್ಕೆಟ್‌ಬಾಲ್, ಜಿಮ್ನಾಸ್ಟಿಕ್ಸ್, ಹಾಕಿ, ಖೊಖೊ, ಕಬಡ್ಡಿ, ಈಜು, ವಾಲಿಬಾಲ್, ಫುಟ್ಬಾಲ್, ಬ್ಯಾಡ್ಮಿಂಟನ್, ಟೇಬಲ್ ಟೆನಿಸ್ ಸೇರಿದಂತೆ 26 ಕ್ರೀಡೆಗಳು ನಡೆಯಲಿವೆ. ಈ ಬಾರಿ ಬೆಂಗಳೂರು ನಗರ, ಬೆಂಗಳೂರು ಗ್ರಾಮಾಂತರ, ಕಲಬುರಗಿ, ಮೈಸೂರು, ಬೆಳಗಾವಿ ಎಂಬ 5 ವಿಭಾಗಗಳಲ್ಲಿ ರಚಿಸಲಾಗಿದೆ. ವಿಭಾಗ ಮಟ್ಟದಲ್ಲಿ ವೈಯಕ್ತಿಕ ವಿಭಾಗದಲ್ಲಿ ಪ್ರಥಮ ಮತ್ತು ದ್ವಿತೀಯ ಸ್ಥಾನ ಪಡೆದವರು ಹಾಗೂ ಗುಂಪು ಸ್ಪರ್ಧೆಯಲ್ಲಿ ಪ್ರಥಮ ಸ್ಥಾನ ಪಡೆದ ತಂಡ ರಾಜ್ಯ ಮಟ್ಟದ ಕ್ರೀಡಾಕೂಟದಲ್ಲಿ ಭಾಗವಹಿಸುತ್ತಿದೆ. bbox=[584, 614, 852, 758]
registration-marks-right bbox=[1358, 2376, 1491, 2398]
gandhi-photo bbox=[44, 889, 581, 1167]
section-banner: ನಮ್ಮ ಮೈಸೂರು bbox=[653, 85, 1139, 195]
gandhi-story-col2 bbox=[317, 1175, 581, 1833]
yoga-story-col2 bbox=[866, 1507, 1130, 1834]
